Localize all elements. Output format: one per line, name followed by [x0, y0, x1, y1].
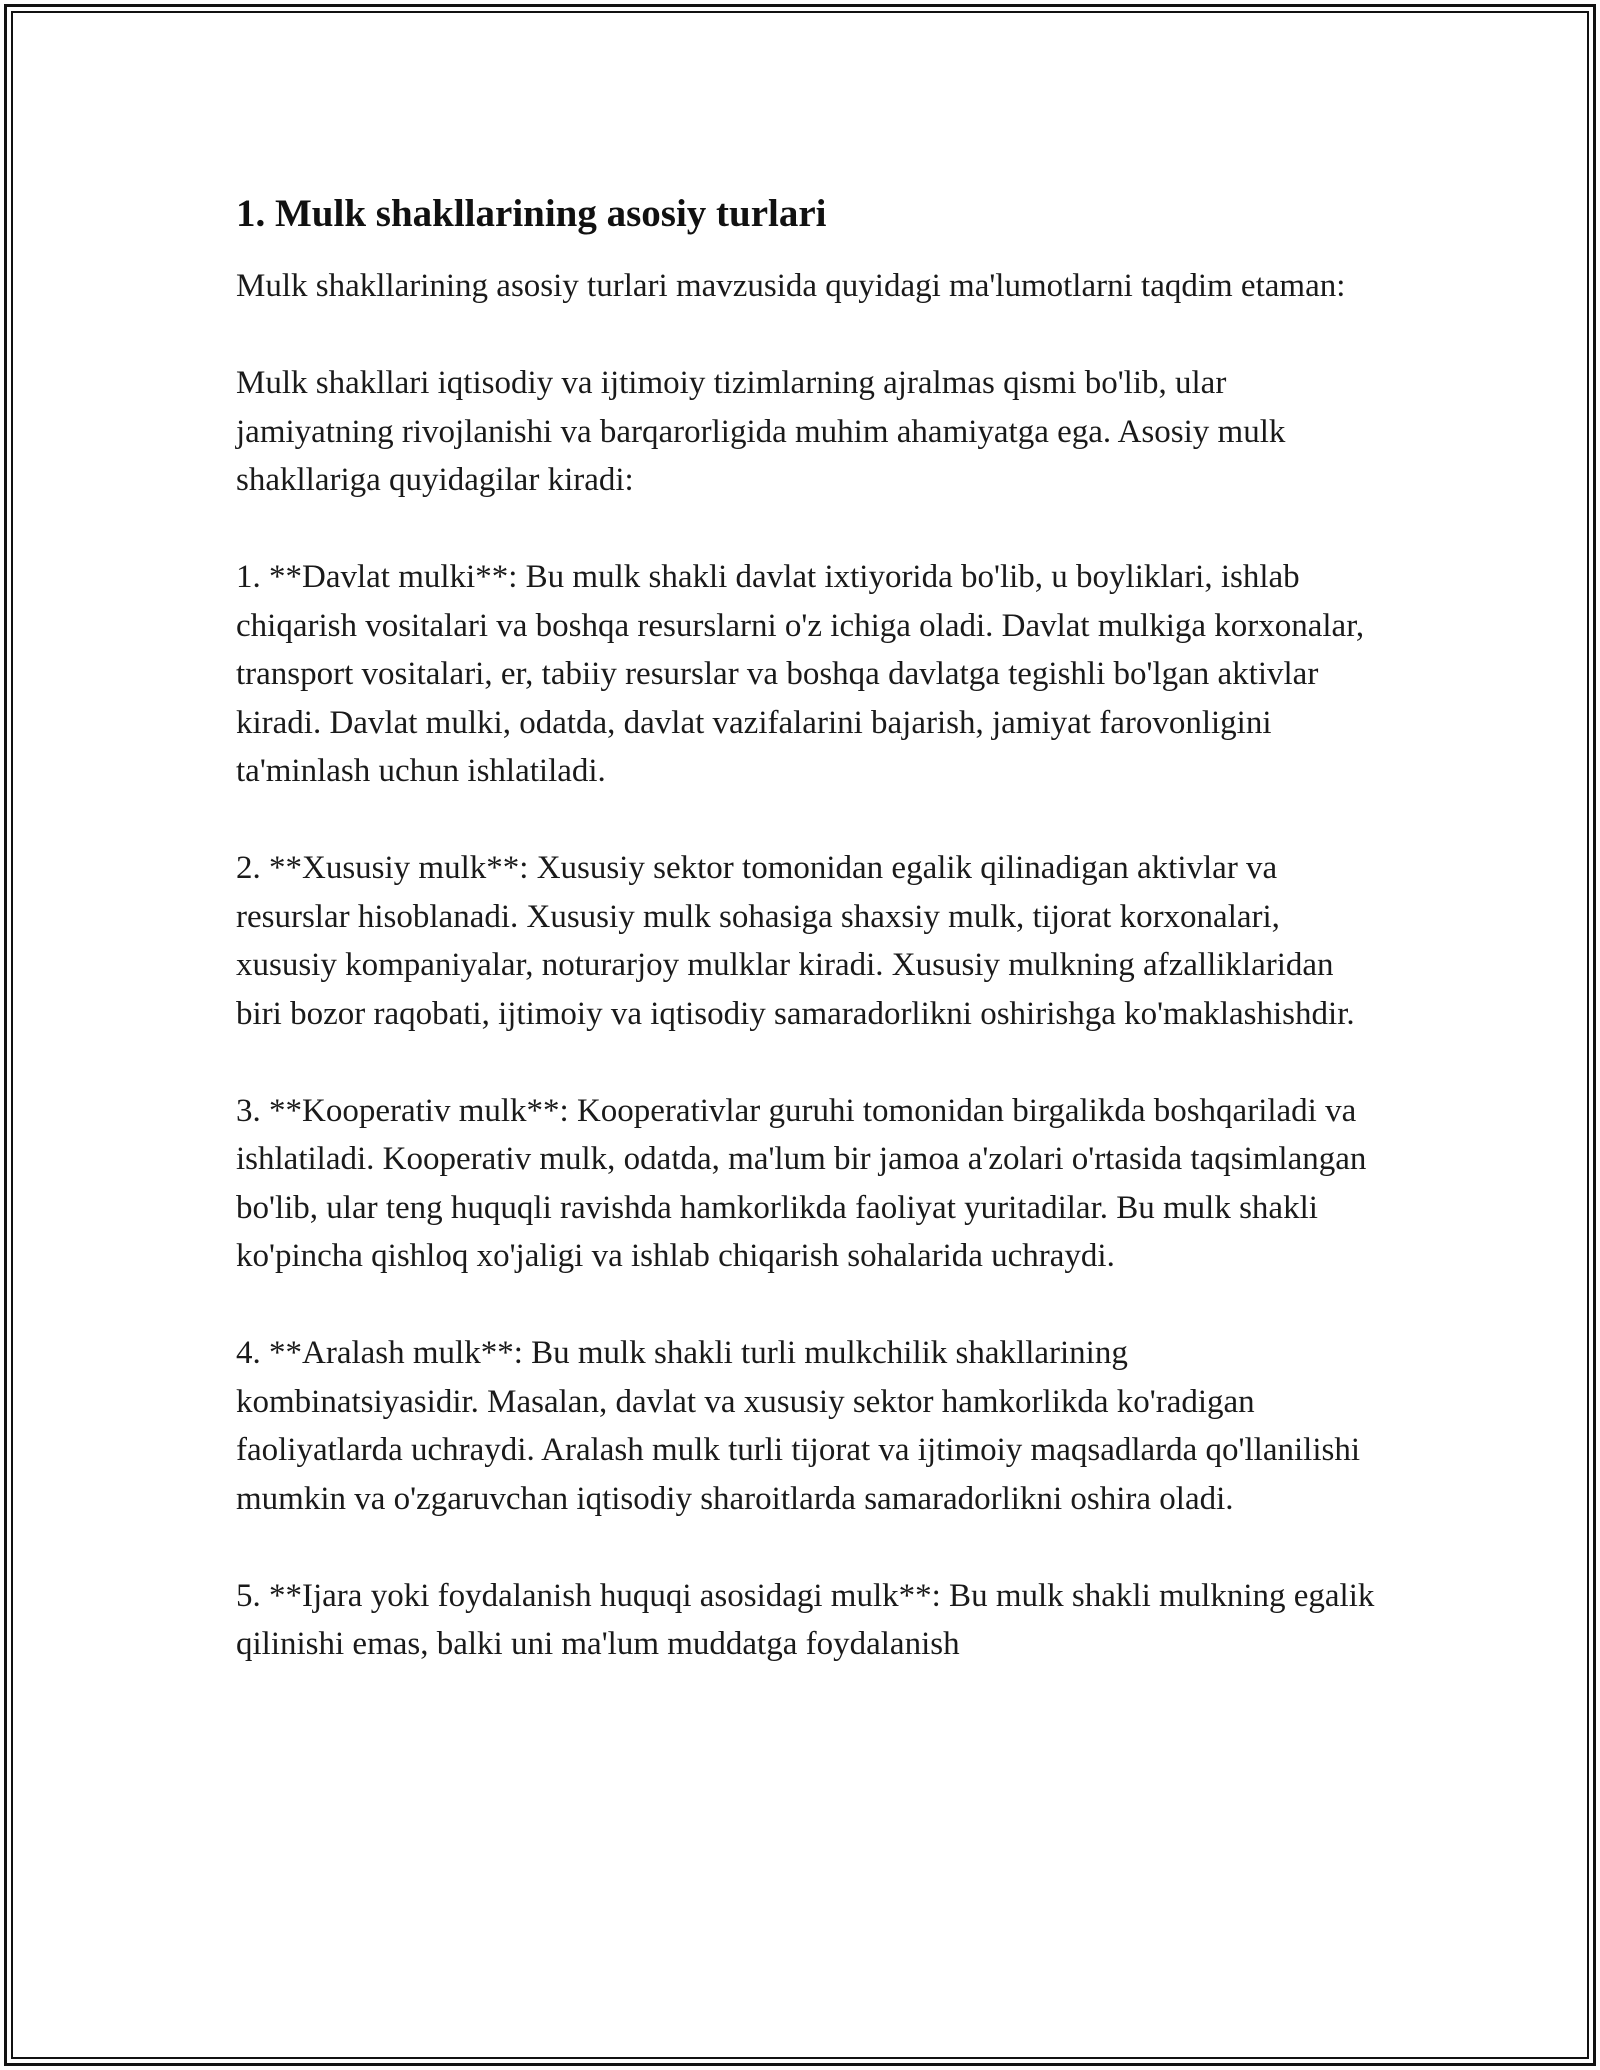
state-property-paragraph: 1. **Davlat mulki**: Bu mulk shakli davlat ixtiyorida bo'lib, u boyliklari, ishlab chiqarish vositalari va boshqa resurslarni o'z ichiga oladi. Davlat mulkiga korxonalar, transport vositalari, er, tabiiy resurslar va boshqa davlatga tegishli bo'lgan aktivlar kiradi. Davlat mulki, odatda, davlat vazifalarini bajarish, jamiyat farovonligini ta'minlash uchun ishlatiladi. — [236, 559, 1365, 789]
section-heading: 1. Mulk shakllarining asosiy turlari — [236, 192, 827, 235]
private-property-paragraph: 2. **Xususiy mulk**: Xususiy sektor tomonidan egalik qilinadigan aktivlar va resurslar hisoblanadi. Xususiy mulk sohasiga shaxsiy mulk, tijorat korxonalari, xususiy kompaniyalar, noturarjoy mulklar kiradi. Xususiy mulkning afzalliklaridan biri bozor raqobati, ijtimoiy va iqtisodiy samaradorlikni oshirishga ko'maklashishdir. — [236, 850, 1355, 1032]
lease-property-paragraph: 5. **Ijara yoki foydalanish huquqi asosidagi mulk**: Bu mulk shakli mulkning egalik qilinishi emas, balki uni ma'lum muddatga foydalanish — [236, 1577, 1375, 1662]
document-body — [236, 190, 1376, 1717]
cooperative-property-paragraph: 3. **Kooperativ mulk**: Kooperativlar guruhi tomonidan birgalikda boshqariladi va ishlatiladi. Kooperativ mulk, odatda, ma'lum bir jamoa a'zolari o'rtasida taqsimlangan bo'lib, ular teng huquqli ravishda hamkorlikda faoliyat yuritadilar. Bu mulk shakli ko'pincha qishloq xo'jaligi va ishlab chiqarish sohalarida uchraydi. — [236, 1092, 1367, 1274]
intro-paragraph: Mulk shakllarining asosiy turlari mavzusida quyidagi ma'lumotlarni taqdim etaman: — [236, 268, 1346, 304]
overview-paragraph: Mulk shakllari iqtisodiy va ijtimoiy tizimlarning ajralmas qismi bo'lib, ular jamiyatning rivojlanishi va barqarorligida muhim ahamiyatga ega. Asosiy mulk shakllariga quyidagilar kiradi: — [236, 365, 1286, 498]
mixed-property-paragraph: 4. **Aralash mulk**: Bu mulk shakli turli mulkchilik shakllarining kombinatsiyasidir. Masalan, davlat va xususiy sektor hamkorlikda ko'radigan faoliyatlarda uchraydi. Aralash mulk turli tijorat va ijtimoiy maqsadlarda qo'llanilishi mumkin va o'zgaruvchan iqtisodiy sharoitlarda samaradorlikni oshira oladi. — [236, 1335, 1360, 1517]
